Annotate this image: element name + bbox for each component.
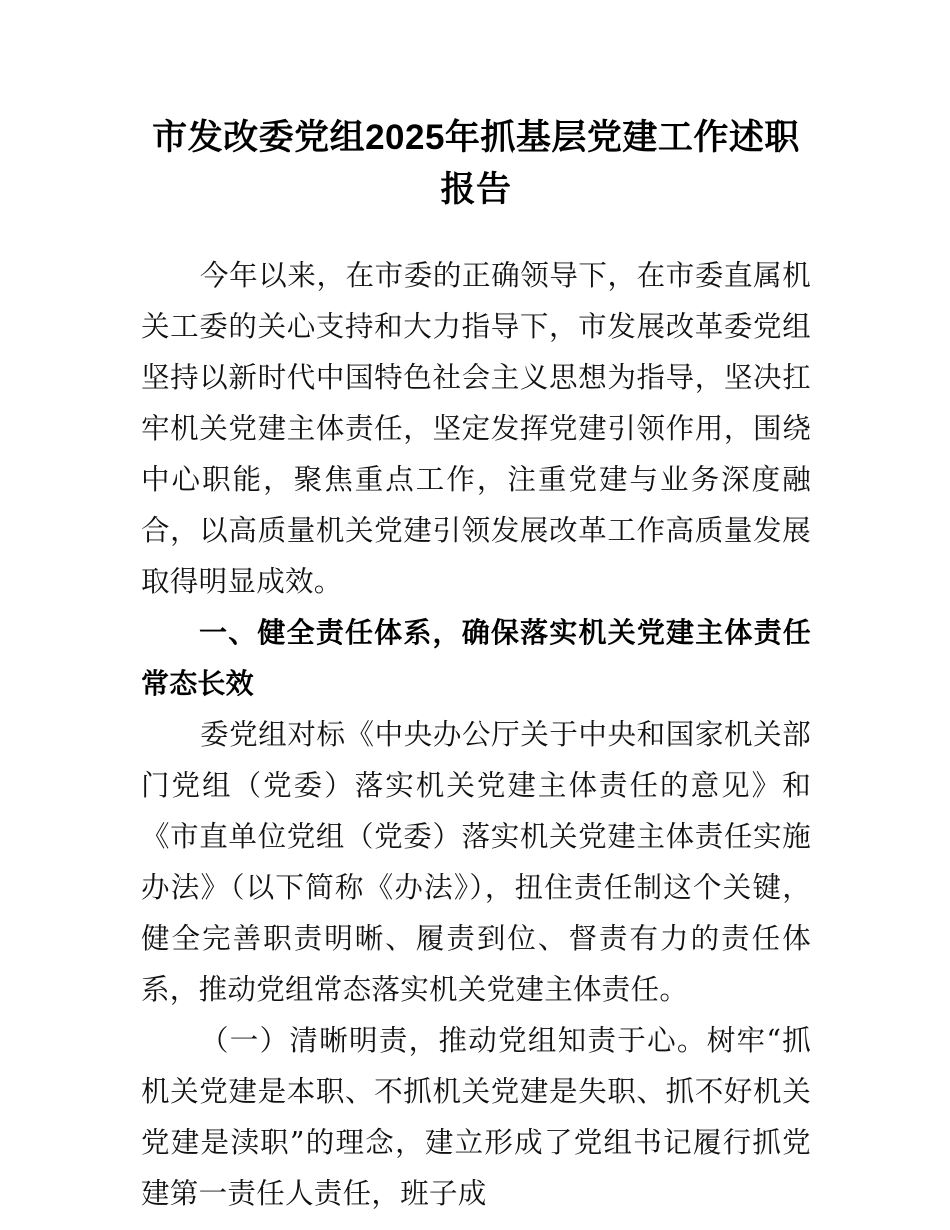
page-title: 市发改委党组2025年抓基层党建工作述职报告 (152, 118, 800, 209)
section-heading-1: 一、健全责任体系，确保落实机关党建主体责任常态长效 (141, 617, 811, 699)
section-1-paragraph-1: 委党组对标《中央办公厅关于中央和国家机关部门党组（党委）落实机关党建主体责任的意见》和《市直单位党组（党委）落实机关党建主体责任实施办法》（以下简称《办法》），扭住责任制这个关键，健全完善职责明晰、履责到位、督责有力的责任体系，推动党组常态落实机关党建主体责任。 (141, 718, 811, 1006)
document-body (141, 0, 811, 1219)
intro-paragraph: 今年以来，在市委的正确领导下，在市委直属机关工委的关心支持和大力指导下，市发展改革委党组坚持以新时代中国特色社会主义思想为指导，坚决扛牢机关党建主体责任，坚定发挥党建引领作用，围绕中心职能，聚焦重点工作，注重党建与业务深度融合，以高质量机关党建引领发展改革工作高质量发展取得明显成效。 (141, 259, 811, 598)
title-body-spacer (141, 216, 811, 250)
subsection-1-paragraph: （一）清晰明责，推动党组知责于心。树牢“抓机关党建是本职、不抓机关党建是失职、抓不好机关党建是渎职”的理念，建立形成了党组书记履行抓党建第一责任人责任，班子成 (141, 1024, 811, 1210)
